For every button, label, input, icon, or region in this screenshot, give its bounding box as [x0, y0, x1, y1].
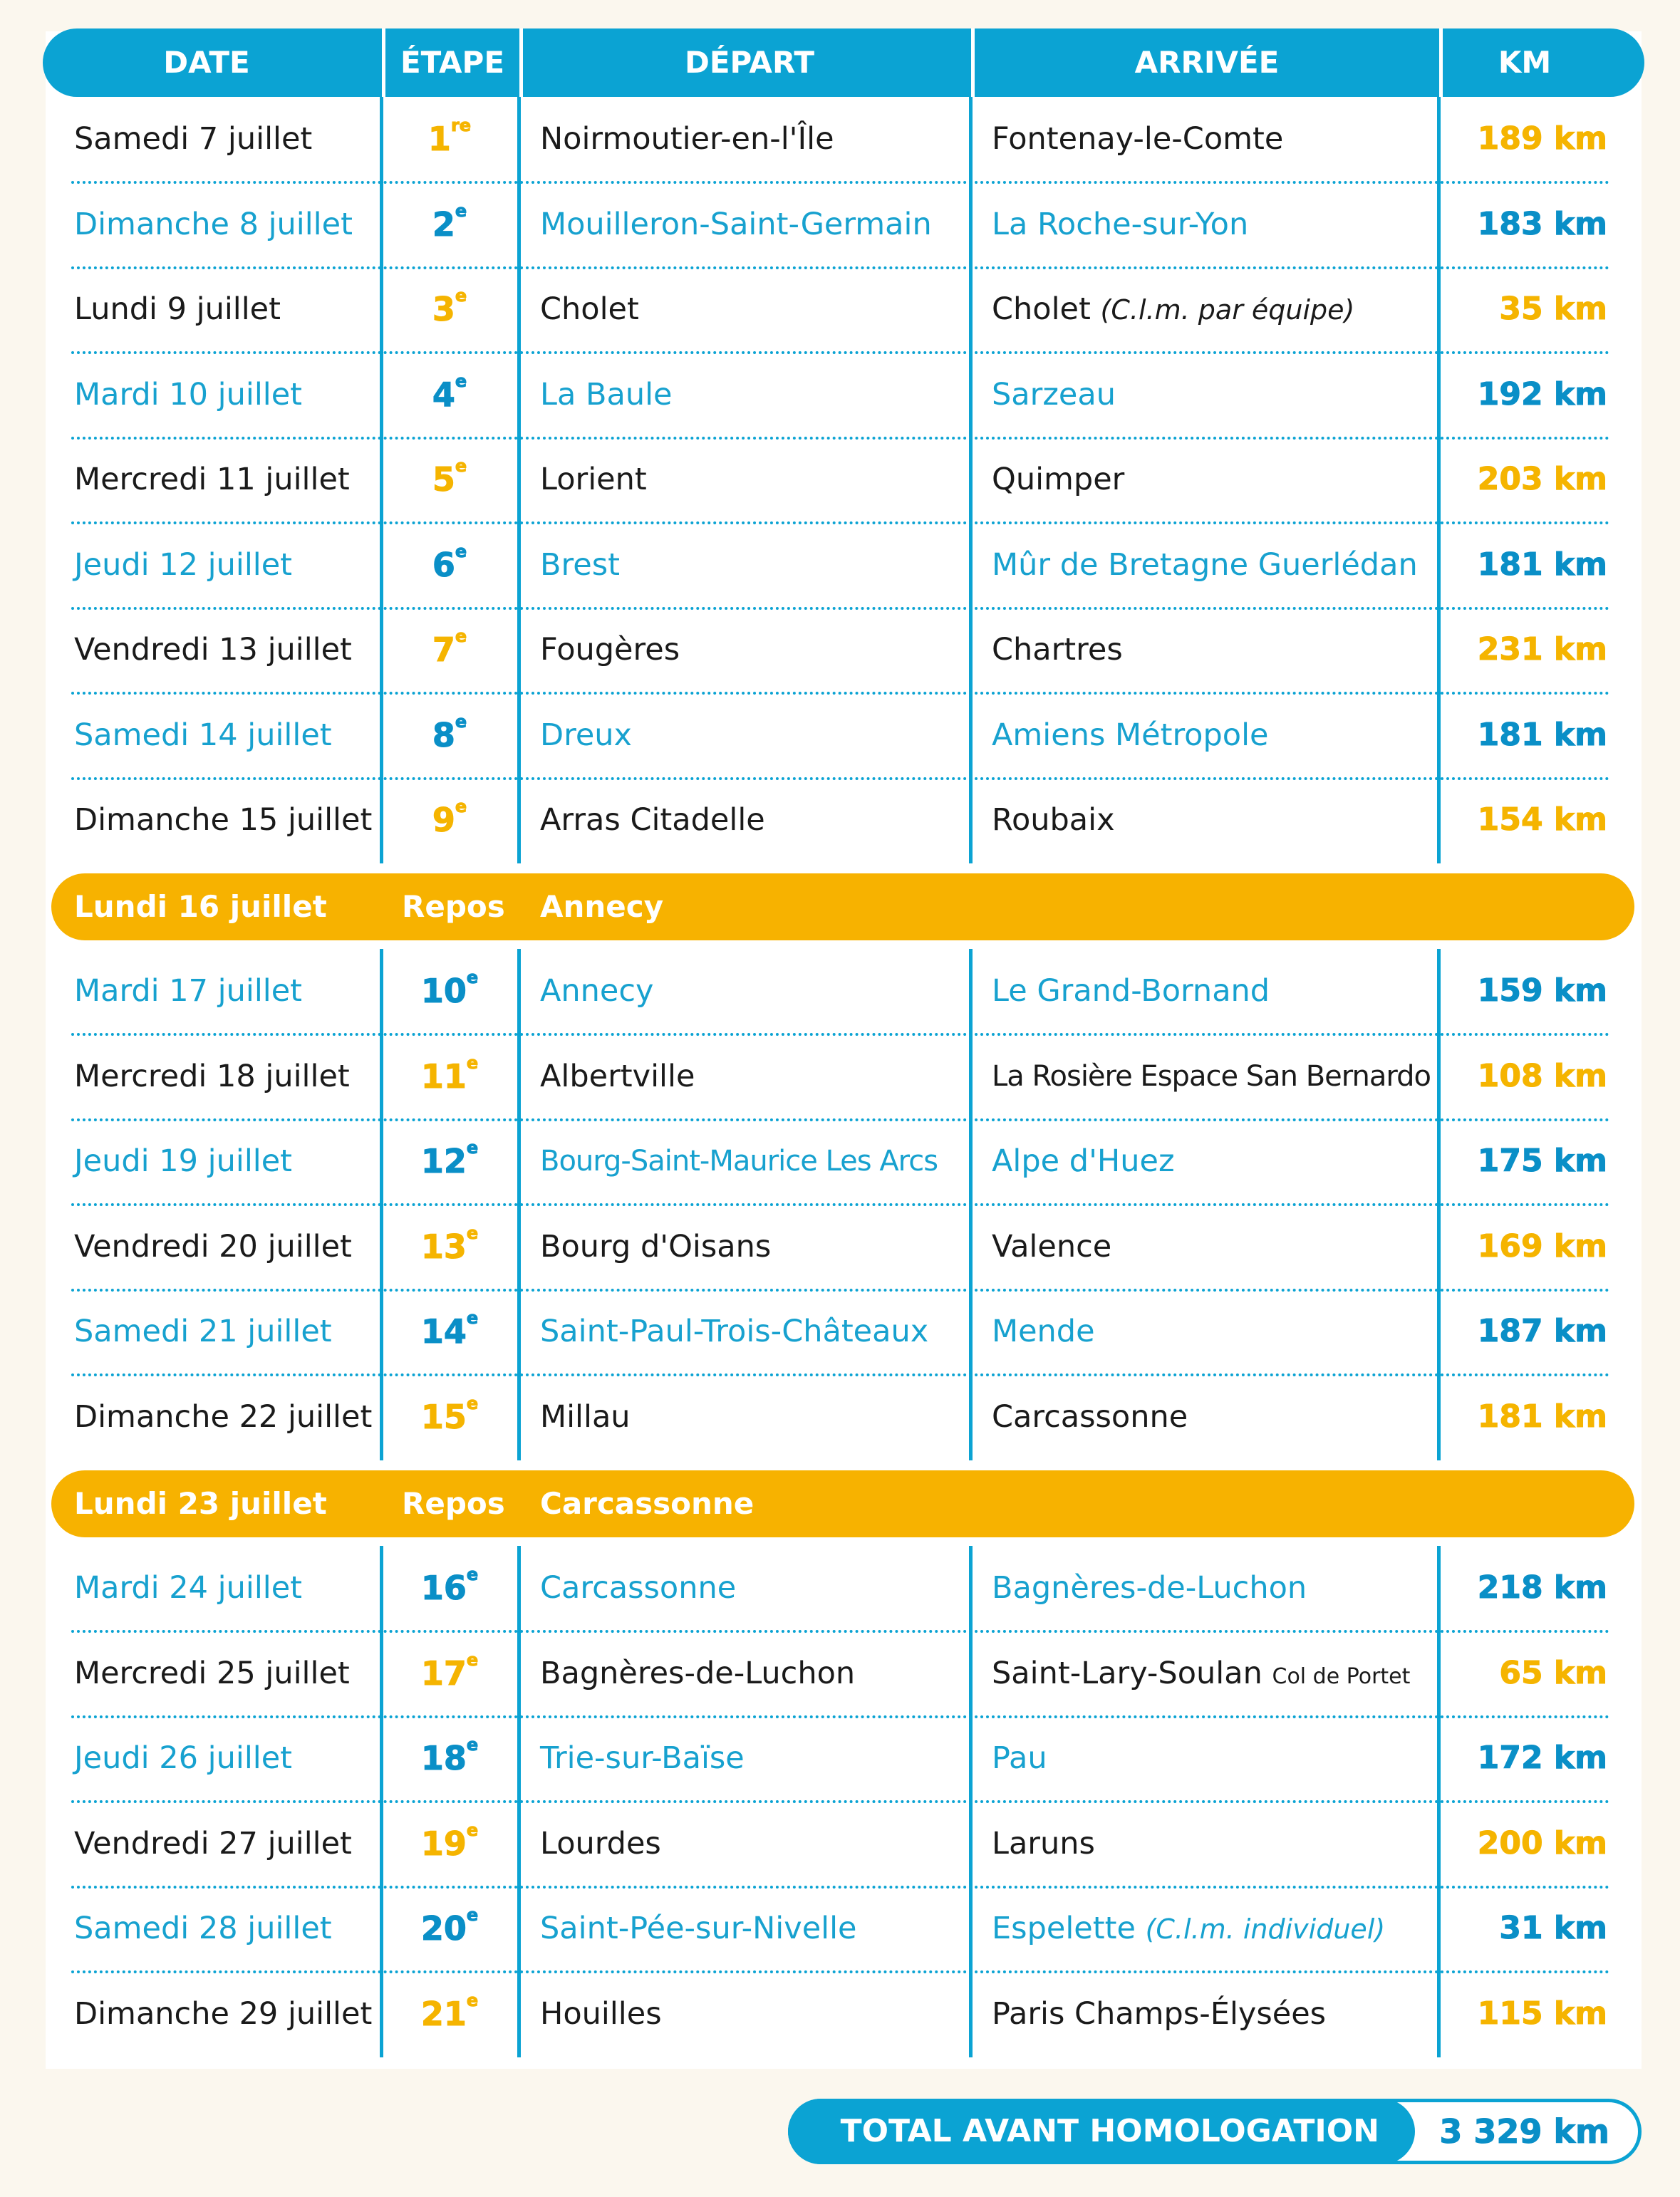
row-arrivee: [992, 1546, 1307, 1630]
row-arrivee: [992, 1034, 1431, 1118]
row-depart: Lourdes: [540, 1826, 661, 1861]
row-date: Samedi 28 juillet: [74, 1911, 332, 1946]
etape-suffix: e: [455, 712, 467, 732]
arrivee-name: Mende: [992, 1314, 1095, 1349]
table-row: [0, 97, 1680, 181]
row-date: Mardi 24 juillet: [74, 1570, 303, 1606]
arrivee-note: Col de Portet: [1272, 1664, 1411, 1689]
etape-suffix: e: [466, 1138, 479, 1158]
etape-number: 10: [420, 972, 467, 1010]
etape-suffix: e: [455, 541, 467, 561]
row-date: Mercredi 25 juillet: [74, 1656, 350, 1691]
row-etape: [383, 1205, 516, 1289]
row-arrivee: [992, 1205, 1111, 1289]
table-row: [0, 1716, 1680, 1800]
arrivee-name: Chartres: [992, 632, 1123, 668]
row-arrivee: [992, 1631, 1410, 1715]
arrivee-name: Alpe d'Huez: [992, 1143, 1175, 1179]
table-row: [0, 693, 1680, 777]
row-depart: Brest: [540, 547, 620, 583]
row-km: 108 km: [1477, 1058, 1607, 1094]
arrivee-name: Quimper: [992, 462, 1125, 497]
row-depart: Arras Citadelle: [540, 802, 765, 838]
arrivee-name: Pau: [992, 1740, 1047, 1776]
row-date: Mardi 17 juillet: [74, 973, 303, 1009]
etape-suffix: e: [466, 1735, 479, 1755]
etape-number: 11: [420, 1057, 467, 1096]
row-etape: [383, 1289, 516, 1373]
row-date: Jeudi 19 juillet: [74, 1143, 293, 1179]
row-etape: [383, 1119, 516, 1203]
row-km: 65 km: [1499, 1655, 1607, 1691]
row-km: 181 km: [1477, 546, 1607, 583]
table-row: [0, 1631, 1680, 1715]
arrivee-note: (C.l.m. individuel): [1145, 1913, 1386, 1945]
row-depart: Carcassonne: [540, 1570, 737, 1606]
row-arrivee: [992, 523, 1418, 607]
row-etape: [383, 353, 516, 437]
arrivee-note: (C.l.m. par équipe): [1100, 294, 1355, 326]
row-etape: [383, 97, 516, 181]
arrivee-name: Laruns: [992, 1826, 1095, 1861]
etape-number: 12: [420, 1142, 467, 1180]
row-arrivee: [992, 1375, 1188, 1459]
table-row: [0, 608, 1680, 692]
row-date: Samedi 14 juillet: [74, 717, 332, 753]
etape-suffix: e: [466, 1820, 479, 1840]
row-etape: [383, 1546, 516, 1630]
row-etape: [383, 437, 516, 521]
row-km: 192 km: [1477, 376, 1607, 412]
row-depart: Saint-Paul-Trois-Châteaux: [540, 1314, 929, 1349]
row-arrivee: [992, 1119, 1175, 1203]
header-date: DATE: [163, 45, 250, 80]
row-depart: Houilles: [540, 1996, 662, 2032]
row-depart: La Baule: [540, 377, 673, 412]
rest-label: Repos: [402, 1486, 505, 1521]
table-row: [0, 267, 1680, 351]
etape-suffix: e: [466, 1393, 479, 1413]
row-arrivee: [992, 437, 1124, 521]
table-row: [0, 182, 1680, 266]
row-date: Mercredi 11 juillet: [74, 462, 350, 497]
table-row: [0, 1289, 1680, 1373]
row-arrivee: [992, 1886, 1385, 1970]
arrivee-name: Sarzeau: [992, 377, 1116, 412]
row-km: 203 km: [1477, 461, 1607, 497]
table-row: [0, 1205, 1680, 1289]
etape-number: 16: [420, 1569, 467, 1607]
row-arrivee: [992, 1289, 1095, 1373]
row-depart: Mouilleron-Saint-Germain: [540, 207, 932, 242]
rest-date: Lundi 16 juillet: [74, 889, 327, 924]
row-km: 181 km: [1477, 717, 1607, 753]
row-date: Dimanche 29 juillet: [74, 1996, 373, 2032]
row-depart: Lorient: [540, 462, 647, 497]
row-etape: [383, 608, 516, 692]
etape-number: 4: [432, 375, 455, 414]
etape-suffix: e: [455, 201, 467, 221]
row-date: Jeudi 12 juillet: [74, 547, 293, 583]
etape-number: 17: [420, 1654, 467, 1693]
etape-number: 8: [432, 716, 455, 754]
row-date: Vendredi 27 juillet: [74, 1826, 352, 1861]
arrivee-name: Le Grand-Bornand: [992, 973, 1270, 1009]
row-km: 187 km: [1477, 1313, 1607, 1349]
etape-number: 18: [420, 1739, 467, 1777]
row-date: Samedi 7 juillet: [74, 121, 313, 157]
arrivee-name: Amiens Métropole: [992, 717, 1269, 753]
row-date: Jeudi 26 juillet: [74, 1740, 293, 1776]
row-date: Vendredi 20 juillet: [74, 1229, 352, 1264]
row-km: 175 km: [1477, 1143, 1607, 1179]
arrivee-name: Carcassonne: [992, 1399, 1188, 1435]
table-header: [43, 28, 1644, 97]
etape-number: 19: [420, 1824, 467, 1863]
total-box: [788, 2099, 1642, 2164]
row-arrivee: [992, 1802, 1095, 1886]
row-depart: Noirmoutier-en-l'Île: [540, 121, 834, 157]
arrivee-name: La Roche-sur-Yon: [992, 207, 1249, 242]
row-depart: Trie-sur-Baïse: [540, 1740, 745, 1776]
etape-number: 3: [432, 290, 455, 328]
arrivee-name: Valence: [992, 1229, 1112, 1264]
etape-number: 1: [427, 120, 451, 158]
row-date: Dimanche 22 juillet: [74, 1399, 373, 1435]
etape-suffix: e: [466, 1990, 479, 2010]
row-date: Lundi 9 juillet: [74, 291, 281, 327]
table-row: [0, 1119, 1680, 1203]
row-km: 154 km: [1477, 801, 1607, 838]
row-date: Samedi 21 juillet: [74, 1314, 332, 1349]
etape-number: 13: [420, 1227, 467, 1266]
arrivee-name: La Rosière Espace San Bernardo: [992, 1060, 1431, 1093]
arrivee-name: Mûr de Bretagne Guerlédan: [992, 547, 1418, 583]
row-km: 31 km: [1499, 1910, 1607, 1946]
arrivee-name: Espelette: [992, 1911, 1136, 1946]
etape-number: 15: [420, 1398, 467, 1436]
etape-suffix: e: [466, 1223, 479, 1243]
row-arrivee: [992, 1972, 1326, 2056]
row-etape: [383, 778, 516, 862]
etape-suffix: e: [466, 1650, 479, 1670]
table-row: [0, 778, 1680, 862]
arrivee-name: Bagnères-de-Luchon: [992, 1570, 1307, 1606]
row-depart: Fougères: [540, 632, 680, 668]
row-date: Vendredi 13 juillet: [74, 632, 352, 668]
rest-label: Repos: [402, 889, 505, 924]
etape-suffix: e: [455, 626, 467, 646]
row-depart: Bagnères-de-Luchon: [540, 1656, 856, 1691]
row-etape: [383, 1886, 516, 1970]
table-row: [0, 1972, 1680, 2056]
row-km: 169 km: [1477, 1228, 1607, 1264]
etape-suffix: e: [466, 1905, 479, 1925]
row-date: Dimanche 15 juillet: [74, 802, 373, 838]
table-row: [0, 437, 1680, 521]
row-etape: [383, 267, 516, 351]
etape-number: 5: [432, 460, 455, 499]
row-arrivee: [992, 608, 1123, 692]
etape-suffix: e: [466, 1564, 479, 1584]
row-arrivee: [992, 353, 1116, 437]
row-etape: [383, 523, 516, 607]
row-arrivee: [992, 1716, 1047, 1800]
row-arrivee: [992, 267, 1354, 351]
etape-number: 9: [432, 801, 455, 839]
row-etape: [383, 693, 516, 777]
row-km: 183 km: [1477, 206, 1607, 242]
row-etape: [383, 1716, 516, 1800]
row-km: 231 km: [1477, 631, 1607, 668]
row-etape: [383, 949, 516, 1033]
row-arrivee: [992, 949, 1270, 1033]
total-value: 3 329 km: [1439, 2112, 1609, 2151]
row-arrivee: [992, 97, 1283, 181]
row-depart: Dreux: [540, 717, 632, 753]
row-km: 189 km: [1477, 120, 1607, 157]
etape-number: 20: [420, 1909, 467, 1948]
table-row: [0, 1546, 1680, 1630]
arrivee-name: Fontenay-le-Comte: [992, 121, 1284, 157]
row-date: Dimanche 8 juillet: [74, 207, 353, 242]
arrivee-name: Paris Champs-Élysées: [992, 1996, 1327, 2032]
arrivee-name: Saint-Lary-Soulan: [992, 1656, 1262, 1691]
total-label: TOTAL AVANT HOMOLOGATION: [788, 2099, 1415, 2164]
table-row: [0, 1375, 1680, 1459]
row-etape: [383, 1034, 516, 1118]
rest-date: Lundi 23 juillet: [74, 1486, 327, 1521]
row-date: Mercredi 18 juillet: [74, 1059, 350, 1094]
etape-suffix: e: [455, 286, 467, 306]
row-km: 159 km: [1477, 972, 1607, 1009]
row-arrivee: [992, 693, 1269, 777]
table-row: [0, 353, 1680, 437]
etape-suffix: e: [466, 1053, 479, 1073]
header-arrivee: ARRIVÉE: [1134, 45, 1280, 80]
row-km: 115 km: [1477, 1995, 1607, 2032]
rest-day-banner: [51, 873, 1634, 940]
row-km: 181 km: [1477, 1398, 1607, 1435]
row-etape: [383, 1972, 516, 2056]
row-arrivee: [992, 778, 1115, 862]
row-date: Mardi 10 juillet: [74, 377, 303, 412]
row-arrivee: [992, 182, 1248, 266]
etape-number: 6: [432, 546, 455, 584]
row-km: 200 km: [1477, 1825, 1607, 1861]
header-km: KM: [1498, 45, 1552, 80]
row-depart: Saint-Pée-sur-Nivelle: [540, 1911, 857, 1946]
header-depart: DÉPART: [684, 45, 815, 80]
row-km: 218 km: [1477, 1569, 1607, 1606]
etape-number: 2: [432, 205, 455, 244]
table-row: [0, 1886, 1680, 1970]
table-row: [0, 1034, 1680, 1118]
header-etape: ÉTAPE: [400, 45, 505, 80]
row-depart: Millau: [540, 1399, 631, 1435]
row-depart: Albertville: [540, 1059, 695, 1094]
etape-suffix: e: [455, 796, 467, 816]
arrivee-name: Cholet: [992, 291, 1091, 327]
row-etape: [383, 1375, 516, 1459]
etape-suffix: e: [466, 967, 479, 987]
rest-day-banner: [51, 1470, 1634, 1537]
row-depart: Cholet: [540, 291, 639, 327]
rest-place: Carcassonne: [540, 1486, 755, 1521]
etape-suffix: e: [455, 456, 467, 476]
table-row: [0, 1802, 1680, 1886]
row-etape: [383, 1802, 516, 1886]
etape-number: 7: [432, 630, 455, 669]
etape-suffix: re: [450, 115, 472, 135]
row-km: 35 km: [1499, 291, 1607, 327]
row-etape: [383, 1631, 516, 1715]
row-km: 172 km: [1477, 1740, 1607, 1776]
row-depart: Bourg d'Oisans: [540, 1229, 772, 1264]
etape-suffix: e: [455, 371, 467, 391]
row-depart: Annecy: [540, 973, 654, 1009]
etape-suffix: e: [466, 1308, 479, 1328]
row-depart: Bourg-Saint-Maurice Les Arcs: [540, 1145, 938, 1178]
table-row: [0, 523, 1680, 607]
table-row: [0, 949, 1680, 1033]
arrivee-name: Roubaix: [992, 802, 1115, 838]
rest-place: Annecy: [540, 889, 664, 924]
row-etape: [383, 182, 516, 266]
etape-number: 21: [420, 1995, 467, 2033]
etape-number: 14: [420, 1312, 467, 1351]
